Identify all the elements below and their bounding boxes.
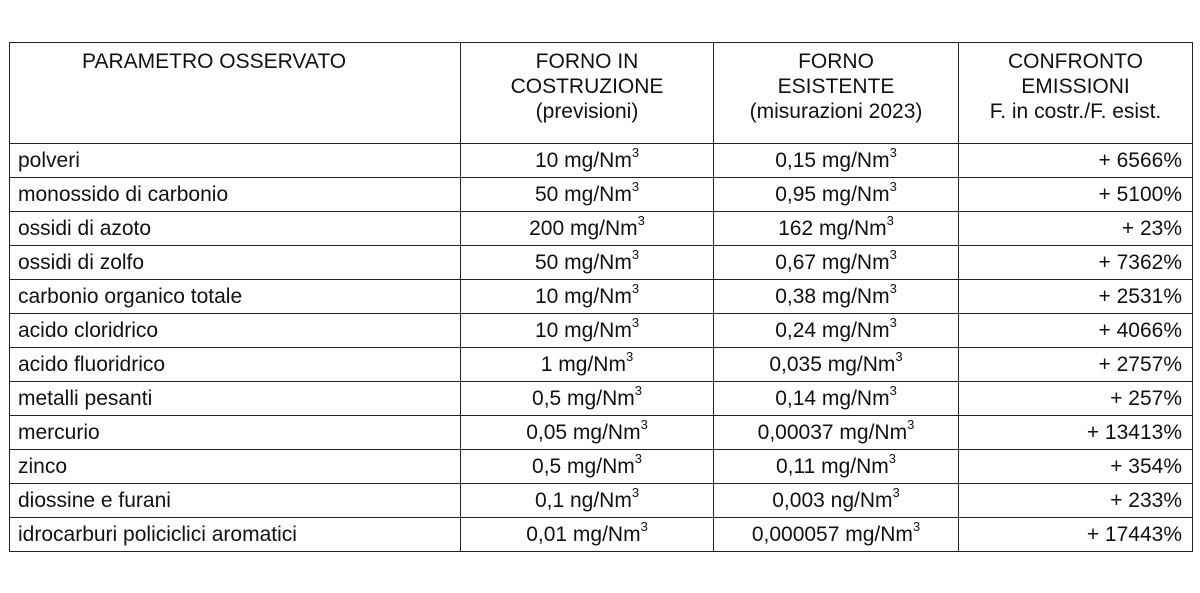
- existing-value-cell: [714, 450, 959, 484]
- existing-value-cell: [714, 382, 959, 416]
- table-body: [10, 144, 1193, 552]
- header-row: [10, 43, 1193, 144]
- header-comparison-line-3: F. in costr./F. esist.: [989, 100, 1162, 123]
- unit-superscript: 3: [889, 179, 897, 194]
- parameter-cell: diossine e furani: [10, 484, 461, 518]
- unit-superscript: 3: [889, 247, 897, 262]
- parameter-cell: acido cloridrico: [10, 314, 461, 348]
- existing-value-cell-text: 0,11 mg/Nm: [775, 455, 889, 478]
- existing-value-cell: [714, 246, 959, 280]
- header-new-furnace-line-3: (previsioni): [535, 100, 639, 123]
- header-existing-furnace-line-3: (misurazioni 2023): [749, 100, 923, 123]
- existing-value-cell-text: 0,035 mg/Nm: [769, 353, 896, 376]
- existing-value-cell-text: 0,000057 mg/Nm: [751, 523, 913, 546]
- header-comparison: [959, 43, 1193, 144]
- new-value-cell-text: 0,05 mg/Nm: [526, 421, 641, 444]
- comparison-cell: + 257%: [959, 382, 1193, 416]
- parameter-cell: ossidi di azoto: [10, 212, 461, 246]
- new-value-cell: [461, 314, 714, 348]
- comparison-cell: + 13413%: [959, 416, 1193, 450]
- new-value-cell-text: 10 mg/Nm: [534, 285, 632, 308]
- existing-value-cell: [714, 348, 959, 382]
- comparison-cell: + 233%: [959, 484, 1193, 518]
- unit-superscript: 3: [912, 519, 921, 534]
- table-row: [10, 246, 1193, 280]
- existing-value-cell-text: 0,67 mg/Nm: [775, 251, 890, 274]
- existing-value-cell: [714, 484, 959, 518]
- new-value-cell: [461, 382, 714, 416]
- existing-value-cell-text: 0,003 ng/Nm: [772, 489, 893, 512]
- unit-superscript: 3: [631, 485, 640, 500]
- comparison-cell: + 2757%: [959, 348, 1193, 382]
- unit-superscript: 3: [631, 281, 640, 296]
- new-value-cell: [461, 348, 714, 382]
- comparison-cell: + 23%: [959, 212, 1193, 246]
- header-parameter-line: PARAMETRO OSSERVATO: [82, 50, 347, 73]
- existing-value-cell-text: 0,00037 mg/Nm: [757, 421, 908, 444]
- unit-superscript: 3: [895, 349, 903, 364]
- existing-value-cell-text: 0,95 mg/Nm: [775, 183, 890, 206]
- header-existing-furnace-line-2: ESISTENTE: [777, 75, 895, 98]
- parameter-cell: carbonio organico totale: [10, 280, 461, 314]
- new-value-cell-text: 200 mg/Nm: [529, 217, 638, 240]
- unit-superscript: 3: [631, 315, 640, 330]
- unit-superscript: 3: [889, 145, 897, 160]
- unit-superscript: 3: [634, 451, 642, 466]
- new-value-cell-text: 10 mg/Nm: [534, 149, 632, 172]
- new-value-cell: [461, 450, 714, 484]
- table-row: [10, 416, 1193, 450]
- new-value-cell-text: 0,1 ng/Nm: [534, 489, 632, 512]
- comparison-cell: + 2531%: [959, 280, 1193, 314]
- new-value-cell: [461, 484, 714, 518]
- header-existing-furnace: [714, 43, 959, 144]
- table-row: [10, 518, 1193, 552]
- existing-value-cell-text: 0,15 mg/Nm: [775, 149, 890, 172]
- existing-value-cell: [714, 178, 959, 212]
- new-value-cell: [461, 246, 714, 280]
- header-new-furnace-line-2: COSTRUZIONE: [510, 75, 664, 98]
- comparison-cell: + 4066%: [959, 314, 1193, 348]
- unit-superscript: 3: [637, 213, 645, 228]
- parameter-cell: idrocarburi policiclici aromatici: [10, 518, 461, 552]
- new-value-cell-text: 50 mg/Nm: [534, 251, 632, 274]
- table-row: [10, 382, 1193, 416]
- existing-value-cell-text: 0,24 mg/Nm: [775, 319, 890, 342]
- parameter-cell: mercurio: [10, 416, 461, 450]
- comparison-cell: + 6566%: [959, 144, 1193, 178]
- comparison-cell: + 5100%: [959, 178, 1193, 212]
- parameter-cell: monossido di carbonio: [10, 178, 461, 212]
- table-row: [10, 348, 1193, 382]
- existing-value-cell: [714, 518, 959, 552]
- new-value-cell: [461, 144, 714, 178]
- table-row: [10, 450, 1193, 484]
- header-comparison-line-1: CONFRONTO: [1008, 50, 1143, 73]
- parameter-cell: polveri: [10, 144, 461, 178]
- unit-superscript: 3: [625, 349, 634, 364]
- emissions-comparison-table: [9, 42, 1193, 552]
- existing-value-cell: [714, 280, 959, 314]
- parameter-cell: zinco: [10, 450, 461, 484]
- unit-superscript: 3: [907, 417, 915, 432]
- new-value-cell-text: 0,01 mg/Nm: [526, 523, 641, 546]
- unit-superscript: 3: [886, 213, 894, 228]
- parameter-cell: ossidi di zolfo: [10, 246, 461, 280]
- existing-value-cell-text: 162 mg/Nm: [778, 217, 887, 240]
- unit-superscript: 3: [889, 281, 897, 296]
- parameter-cell: metalli pesanti: [10, 382, 461, 416]
- unit-superscript: 3: [634, 383, 642, 398]
- existing-value-cell: [714, 416, 959, 450]
- unit-superscript: 3: [631, 145, 640, 160]
- unit-superscript: 3: [888, 451, 897, 466]
- table-row: [10, 144, 1193, 178]
- existing-value-cell: [714, 314, 959, 348]
- new-value-cell: [461, 416, 714, 450]
- new-value-cell-text: 50 mg/Nm: [534, 183, 632, 206]
- unit-superscript: 3: [631, 247, 640, 262]
- new-value-cell-text: 0,5 mg/Nm: [532, 455, 635, 478]
- unit-superscript: 3: [889, 383, 897, 398]
- table-row: [10, 484, 1193, 518]
- comparison-cell: + 7362%: [959, 246, 1193, 280]
- header-comparison-line-2: EMISSIONI: [1021, 75, 1130, 98]
- header-new-furnace: [461, 43, 714, 144]
- unit-superscript: 3: [889, 315, 897, 330]
- unit-superscript: 3: [640, 417, 648, 432]
- new-value-cell-text: 10 mg/Nm: [534, 319, 632, 342]
- header-new-furnace-line-1: FORNO IN: [535, 50, 639, 73]
- existing-value-cell-text: 0,14 mg/Nm: [775, 387, 890, 410]
- parameter-cell: acido fluoridrico: [10, 348, 461, 382]
- table-row: [10, 280, 1193, 314]
- new-value-cell: [461, 178, 714, 212]
- new-value-cell-text: 1 mg/Nm: [540, 353, 626, 376]
- comparison-cell: + 354%: [959, 450, 1193, 484]
- existing-value-cell: [714, 144, 959, 178]
- unit-superscript: 3: [631, 179, 640, 194]
- new-value-cell: [461, 518, 714, 552]
- table-row: [10, 178, 1193, 212]
- existing-value-cell-text: 0,38 mg/Nm: [775, 285, 890, 308]
- table-row: [10, 212, 1193, 246]
- existing-value-cell: [714, 212, 959, 246]
- unit-superscript: 3: [640, 519, 648, 534]
- unit-superscript: 3: [892, 485, 900, 500]
- new-value-cell: [461, 212, 714, 246]
- comparison-cell: + 17443%: [959, 518, 1193, 552]
- header-parameter: [10, 43, 461, 144]
- header-existing-furnace-line-1: FORNO: [798, 50, 874, 73]
- table-row: [10, 314, 1193, 348]
- new-value-cell-text: 0,5 mg/Nm: [532, 387, 635, 410]
- table-header: [10, 43, 1193, 144]
- new-value-cell: [461, 280, 714, 314]
